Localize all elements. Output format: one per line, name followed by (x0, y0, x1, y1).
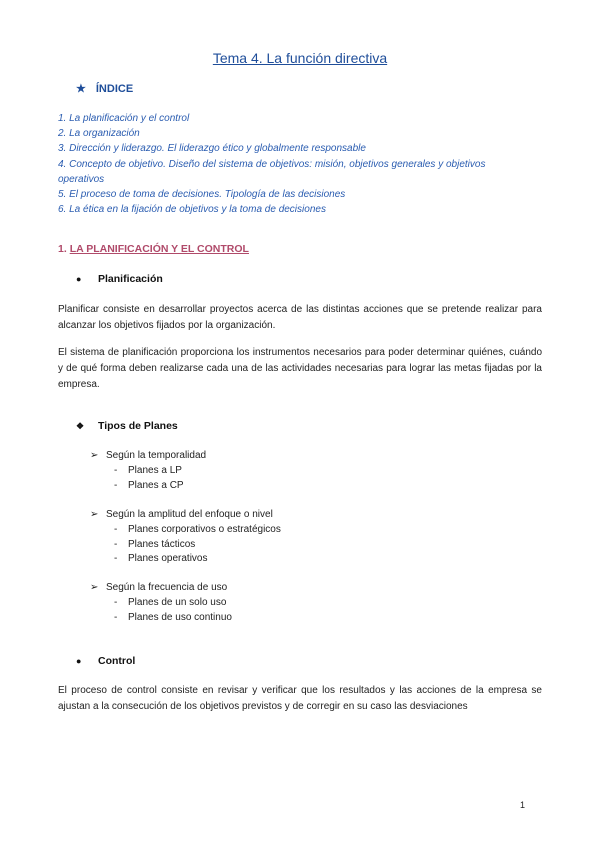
arrow-icon: ➢ (90, 450, 99, 461)
dash-icon: - (114, 553, 118, 565)
list-item (90, 552, 281, 567)
control-heading-label: Control (98, 655, 136, 667)
plan-group-amplitud (90, 508, 281, 567)
tipos-heading (76, 420, 178, 432)
section-number: 1. (58, 243, 67, 255)
dash-icon: - (114, 464, 118, 476)
arrow-icon: ➢ (90, 582, 99, 593)
list-item-label: Planes a CP (128, 479, 184, 491)
dash-icon: - (114, 523, 118, 535)
list-item-label: Planes de un solo uso (128, 596, 227, 608)
planificacion-paragraph-2: El sistema de planificación proporciona los instrumentos necesarios para poder determinar quiénes, cuándo y de qué forma deben realizarse cada una de las actividades necesarias para lograr las metas fijadas por la empresa. (58, 347, 542, 390)
planificacion-paragraph-1: Planificar consiste en desarrollar proyectos acerca de las distintas acciones que se pretende realizar para alcanzar los objetivos fijados por la organización. (58, 304, 542, 331)
index-item: 1. La planificación y el control (58, 113, 190, 124)
index-item: 4. Concepto de objetivo. Diseño del sistema de objetivos: misión, objetivos generales y objetivos (58, 158, 486, 170)
list-item-label: Planes de uso continuo (128, 611, 232, 623)
section-heading (58, 243, 249, 255)
plan-group-temporalidad (90, 449, 206, 493)
list-item-label: Planes tácticos (128, 538, 196, 550)
index-list (58, 111, 558, 217)
bullet-icon: ● (76, 656, 82, 666)
control-paragraph: El proceso de control consiste en revisar y verificar que los resultados y las acciones de la empresa se ajustan a la consecución de los objetivos previstos y de corregir en su caso las desviaciones (58, 685, 542, 712)
index-heading-label: ÍNDICE (95, 83, 134, 95)
plan-group-frecuencia (90, 581, 232, 625)
index-item: 2. La organización (58, 128, 140, 140)
index-heading (76, 82, 133, 95)
list-item (90, 538, 281, 553)
index-item: 5. El proceso de toma de decisiones. Tipología de las decisiones (58, 189, 346, 201)
list-item (90, 523, 281, 538)
list-item (90, 596, 232, 611)
dash-icon: - (114, 596, 118, 608)
dash-icon: - (114, 538, 118, 550)
planificacion-heading (76, 273, 163, 285)
index-item: 3. Dirección y liderazgo. El liderazgo ético y globalmente responsable (58, 143, 366, 155)
arrow-icon: ➢ (90, 509, 99, 520)
section-heading-text: LA PLANIFICACIÓN Y EL CONTROL (69, 243, 249, 255)
list-item (90, 479, 206, 494)
list-item (90, 464, 206, 479)
list-item-label: Planes corporativos o estratégicos (128, 523, 281, 535)
diamond-bullet-icon: ❖ (76, 421, 85, 431)
bullet-icon: ● (76, 274, 82, 284)
list-item-label: Planes a LP (128, 464, 182, 476)
planificacion-heading-label: Planificación (98, 273, 163, 285)
plan-group-label: Según la amplitud del enfoque o nivel (106, 509, 273, 520)
index-item-continuation: operativos (58, 173, 105, 185)
index-item: 6. La ética en la fijación de objetivos y la toma de decisiones (58, 204, 326, 216)
tipos-heading-label: Tipos de Planes (98, 420, 178, 432)
star-icon: ★ (76, 83, 86, 95)
list-item-label: Planes operativos (128, 553, 208, 565)
dash-icon: - (114, 611, 118, 623)
page-title: Tema 4. La función directiva (212, 50, 388, 66)
plan-group-label: Según la frecuencia de uso (106, 582, 228, 593)
page-number: 1 (520, 800, 526, 810)
list-item (90, 611, 232, 626)
dash-icon: - (114, 479, 118, 491)
plan-group-label: Según la temporalidad (106, 450, 207, 461)
control-heading (76, 655, 135, 667)
